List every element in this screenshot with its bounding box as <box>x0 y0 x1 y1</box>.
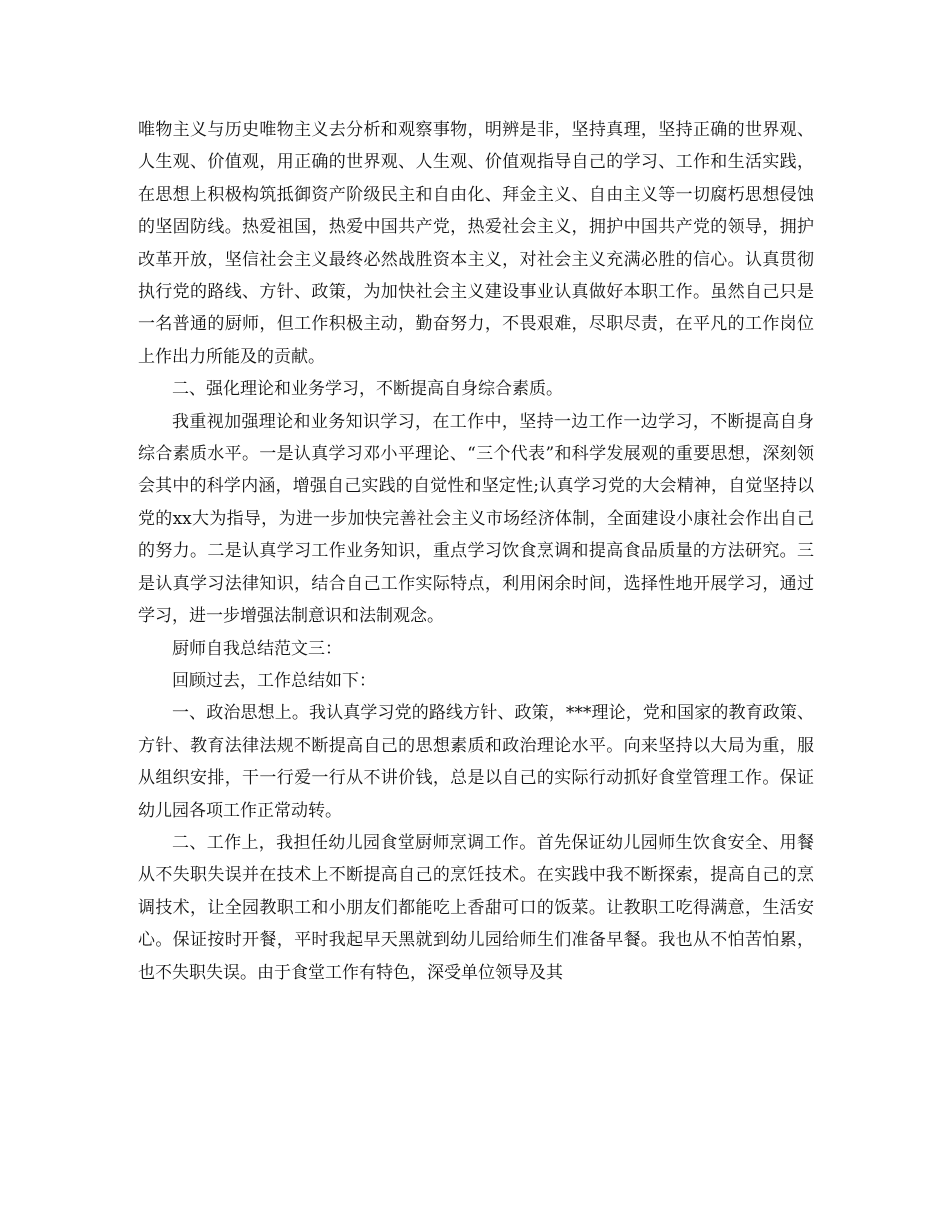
paragraph-intro: 回顾过去，工作总结如下： <box>172 670 376 691</box>
paragraph-continuation: 唯物主义与历史唯物主义去分析和观察事物，明辨是非，坚持真理，坚持正确的世界观、人生观、价值观，用正确的世界观、人生观、价值观指导自己的学习、工作和生活实践，在思想上积极构筑抵御资产阶级民主和自由化、拜金主义、自由主义等一切腐朽思想侵蚀的坚固防线。热爱祖国，热爱中国共产党，热爱社会主义，拥护中国共产党的领导，拥护改革开放，坚信社会主义最终必然战胜资本主义，对社会主义充满必胜的信心。认真贯彻执行党的路线、方针、政策，为加快社会主义建设事业认真做好本职工作。虽然自己只是一名普通的厨师，但工作积极主动，勤奋努力，不畏艰难，尽职尽责，在平凡的工作岗位上作出力所能及的贡献。 <box>138 120 814 367</box>
section-heading-2: 二、强化理论和业务学习，不断提高自身综合素质。 <box>172 379 563 400</box>
paragraph-study: 我重视加强理论和业务知识学习，在工作中，坚持一边工作一边学习，不断提高自身综合素质水平。一是认真学习邓小平理论、“三个代表”和科学发展观的重要思想，深刻领会其中的科学内涵，增强自己实践的自觉性和坚定性;认真学习党的大会精神，自觉坚持以党的xx大为指导，为进一步加快完善社会主义市场经济体制，全面建设小康社会作出自己的努力。二是认真学习工作业务知识，重点学习饮食烹调和提高食品质量的方法研究。三是认真学习法律知识，结合自己工作实际特点，利用闲余时间，选择性地开展学习，通过学习，进一步增强法制意识和法制观念。 <box>138 411 814 627</box>
document-body <box>138 114 814 989</box>
paragraph-work: 二、工作上，我担任幼儿园食堂厨师烹调工作。首先保证幼儿园师生饮食安全、用餐从不失职失误并在技术上不断提高自己的烹饪技术。在实践中我不断探索，提高自己的烹调技术，让全园教职工和小朋友们都能吃上香甜可口的饭菜。让教职工吃得满意，生活安心。保证按时开餐，平时我起早天黑就到幼儿园给师生们准备早餐。我也从不怕苦怕累，也不失职失误。由于食堂工作有特色，深受单位领导及其 <box>138 832 814 983</box>
sample-title: 厨师自我总结范文三： <box>172 638 342 659</box>
paragraph-political: 一、政治思想上。我认真学习党的路线方针、政策，***理论，党和国家的教育政策、方针、教育法律法规不断提高自己的思想素质和政治理论水平。向来坚持以大局为重，服从组织安排，干一行爱一行从不讲价钱，总是以自己的实际行动抓好食堂管理工作。保证幼儿园各项工作正常动转。 <box>138 703 814 821</box>
